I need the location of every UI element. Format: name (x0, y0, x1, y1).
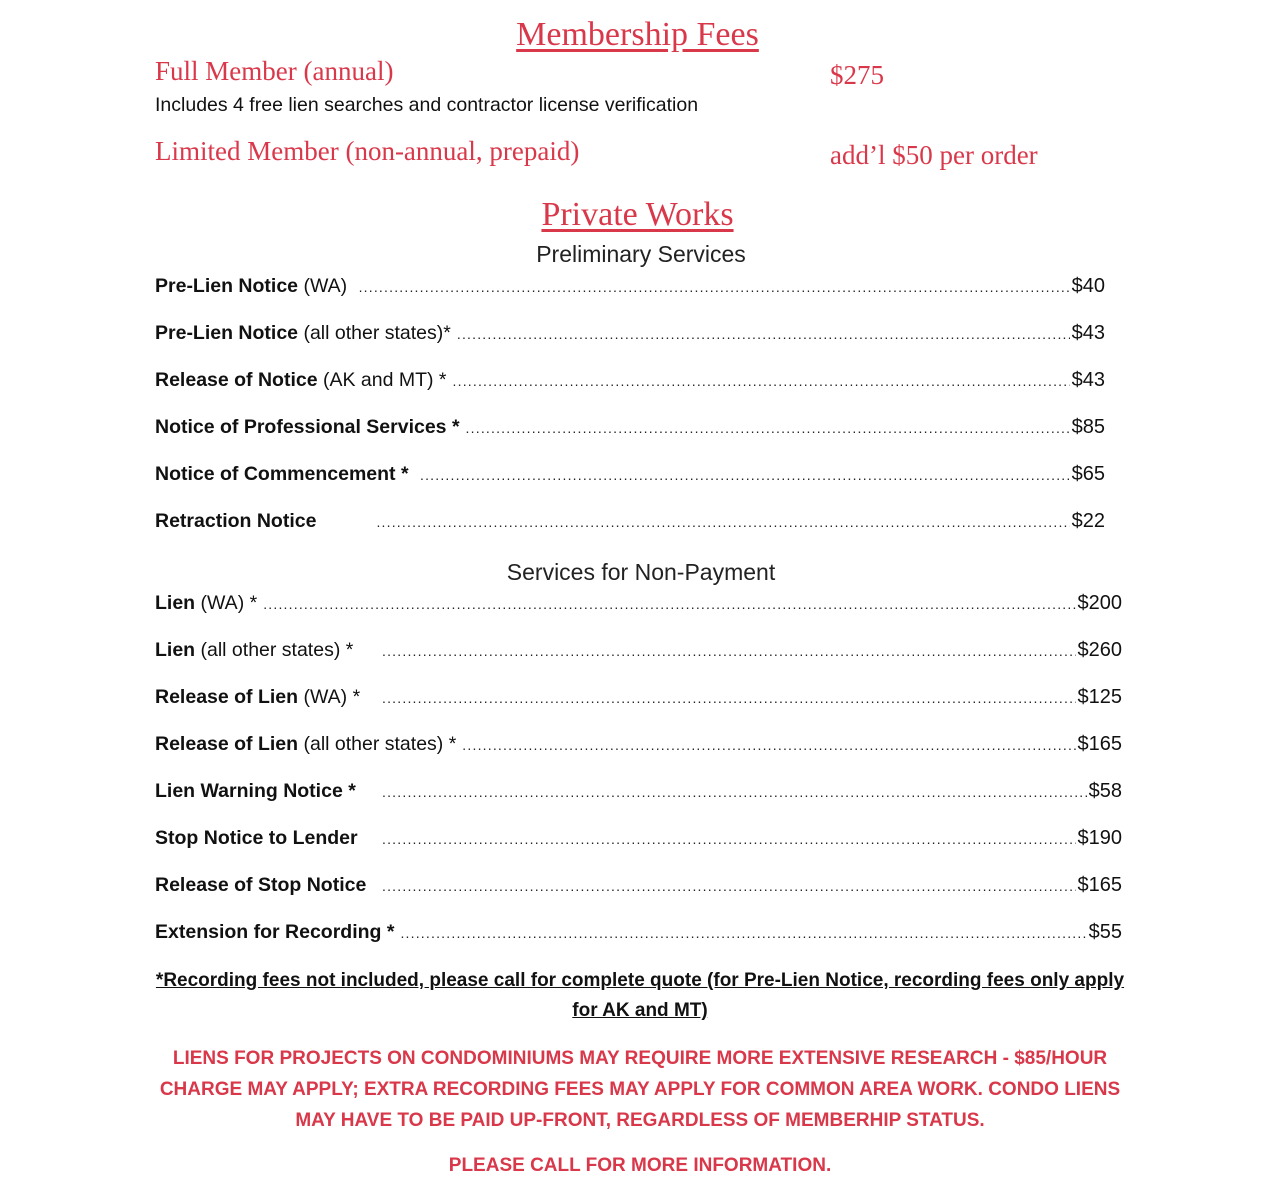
fee-service-qualifier: (AK and MT) * (317, 369, 447, 391)
full-member-note: Includes 4 free lien searches and contractor license verification (155, 94, 699, 116)
fee-service-name: Notice of Professional Services * (155, 416, 460, 438)
fee-service-qualifier: (WA) * (298, 686, 361, 708)
fee-price: $22 (1071, 510, 1105, 532)
dot-leader (382, 643, 1076, 659)
fee-row (155, 463, 1105, 491)
fee-service-name: Release of Lien (155, 733, 299, 755)
fee-row (155, 322, 1105, 350)
fee-row (155, 510, 1105, 538)
preliminary-services-heading: Preliminary Services (536, 241, 746, 267)
fee-service-qualifier: (all other states) * (298, 733, 457, 755)
dot-leader (382, 784, 1087, 800)
fee-service-name: Release of Stop Notice (155, 874, 367, 896)
dot-leader (359, 279, 1070, 295)
membership-fees-title: Membership Fees (516, 16, 759, 53)
fee-service-name: Notice of Commencement * (155, 463, 409, 485)
fee-price: $165 (1077, 733, 1122, 755)
fee-row (155, 639, 1122, 667)
fee-service-qualifier: (all other states) * (195, 639, 354, 661)
fee-price: $58 (1088, 780, 1122, 802)
full-member-label: Full Member (annual) (155, 56, 394, 86)
fee-service-name: Release of Notice (155, 369, 318, 391)
fee-price: $125 (1077, 686, 1122, 708)
fee-row (155, 416, 1105, 444)
fee-row (155, 686, 1122, 714)
condo-liens-warning: LIENS FOR PROJECTS ON CONDOMINIUMS MAY REQUIRE MORE EXTENSIVE RESEARCH - $85/HOUR CHARGE MAY APPLY; EXTRA RECORDING FEES MAY APPLY FOR COMMON AREA WORK. CONDO LIENS MAY HAVE TO BE PAID UP-FRONT, REGARDLESS OF MEMBERHIP STATUS. (159, 1048, 1121, 1131)
fee-row (155, 827, 1122, 855)
dot-leader (466, 420, 1070, 436)
fee-price: $65 (1071, 463, 1105, 485)
dot-leader (457, 326, 1070, 342)
fee-row (155, 874, 1122, 902)
dot-leader (382, 690, 1076, 706)
fee-row (155, 921, 1122, 949)
fee-price: $43 (1071, 369, 1105, 391)
fee-service-name: Retraction Notice (155, 510, 317, 532)
fee-service-name: Stop Notice to Lender (155, 827, 358, 849)
fee-service-name: Extension for Recording * (155, 921, 395, 943)
fee-price: $55 (1088, 921, 1122, 943)
fee-service-qualifier: (all other states)* (298, 322, 451, 344)
fee-service-qualifier: (WA) * (195, 592, 258, 614)
fee-service-name: Lien Warning Notice * (155, 780, 356, 802)
dot-leader (382, 878, 1076, 894)
fee-row (155, 592, 1122, 620)
dot-leader (453, 373, 1070, 389)
fee-row (155, 369, 1105, 397)
dot-leader (462, 737, 1075, 753)
fee-price: $40 (1071, 275, 1105, 297)
fee-price: $165 (1077, 874, 1122, 896)
limited-member-price: add’l $50 per order (830, 140, 1038, 170)
fee-service-qualifier (409, 463, 414, 486)
dot-leader (400, 925, 1086, 941)
fee-price: $200 (1077, 592, 1122, 614)
recording-fees-footnote: *Recording fees not included, please call for complete quote (for Pre-Lien Notice, recording fees only apply for AK and MT) (155, 970, 1125, 1021)
call-for-info: PLEASE CALL FOR MORE INFORMATION. (448, 1155, 832, 1176)
dot-leader (376, 514, 1069, 530)
dot-leader (382, 831, 1076, 847)
full-member-price: $275 (830, 60, 884, 90)
dot-leader (420, 467, 1070, 483)
fee-row (155, 275, 1105, 303)
fee-price: $190 (1077, 827, 1122, 849)
fee-service-name: Lien (155, 639, 196, 661)
fee-service-name: Lien (155, 592, 196, 614)
fee-row (155, 780, 1122, 808)
limited-member-label: Limited Member (non-annual, prepaid) (155, 136, 580, 166)
fee-price: $43 (1071, 322, 1105, 344)
nonpayment-services-heading: Services for Non-Payment (506, 559, 776, 585)
fee-service-name: Pre-Lien Notice (155, 275, 299, 297)
fee-price: $85 (1071, 416, 1105, 438)
fee-service-qualifier: (WA) (298, 275, 353, 297)
fee-service-name: Pre-Lien Notice (155, 322, 299, 344)
dot-leader (263, 596, 1075, 612)
private-works-title: Private Works (541, 196, 734, 233)
fee-price: $260 (1077, 639, 1122, 661)
fee-row (155, 733, 1122, 761)
fee-service-name: Release of Lien (155, 686, 299, 708)
